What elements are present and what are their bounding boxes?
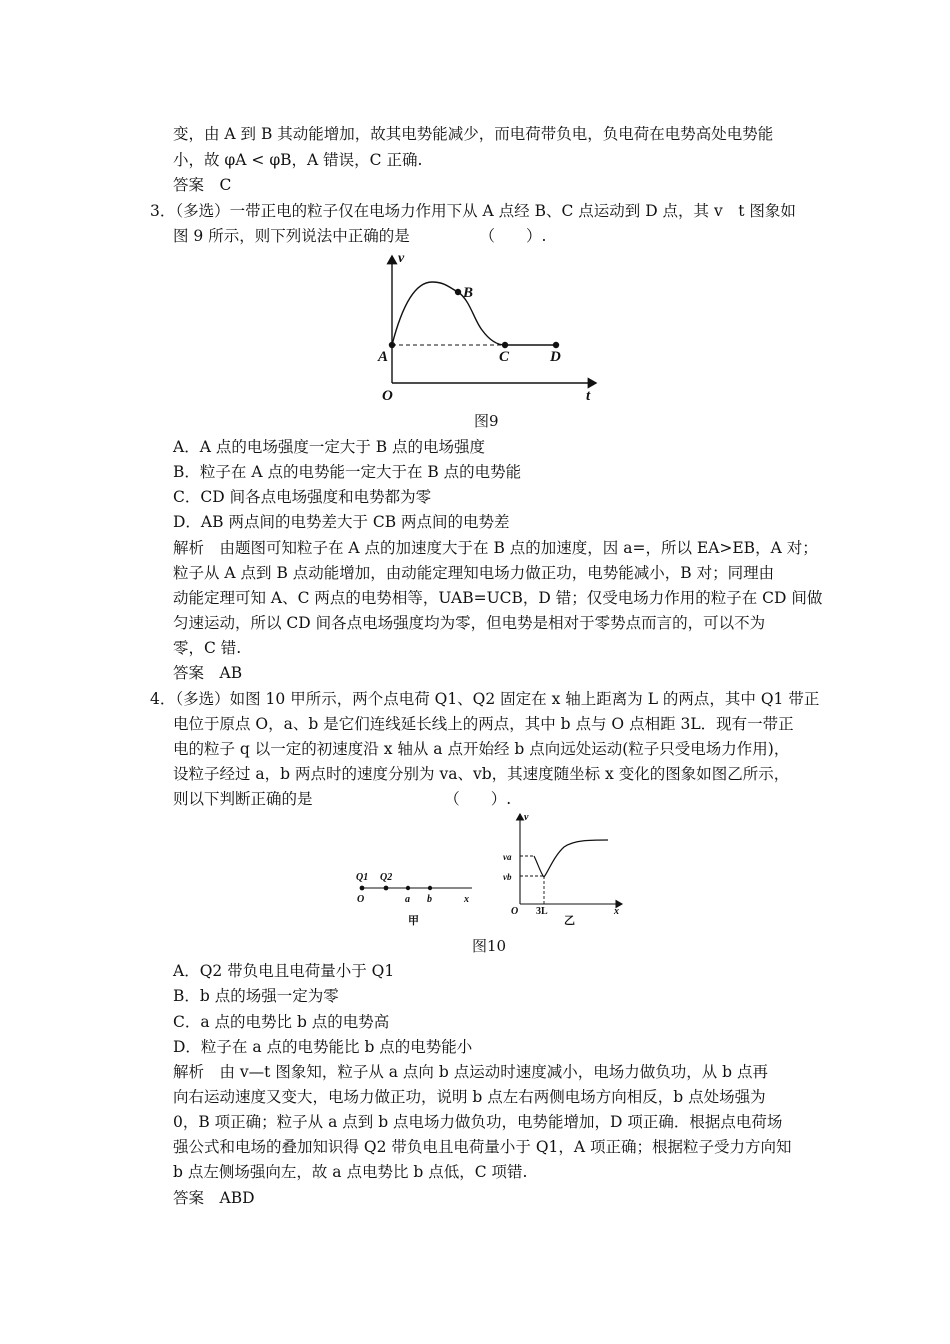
figure-10-left-charges [352, 860, 477, 930]
fig10a-label-q1: Q1 [356, 872, 369, 883]
fig9-point-b [455, 289, 461, 295]
figure-10-caption: 图10 [472, 937, 507, 955]
fig10a-q1-point [360, 886, 365, 891]
q4-analysis-line-1: 解析 由 v—t 图象知，粒子从 a 点向 b 点运动时速度减小，电场力做负功，从 b 点再 [173, 1063, 768, 1081]
fig9-curve [392, 282, 556, 345]
fig10a-b-point [428, 886, 432, 890]
figure-9-caption: 图9 [474, 412, 499, 430]
q3-analysis-line-4: 匀速运动，所以 CD 间各点电场强度均为零，但电势是相对于零势点而言的，可以不为 [173, 614, 766, 632]
fig10b-label-x: x [614, 906, 619, 917]
q4-option-a: A．Q2 带负电且电荷量小于 Q1 [173, 962, 395, 980]
fig10a-label-b: b [427, 894, 432, 905]
fig9-point-d [553, 342, 559, 348]
figure-9-vt-graph [360, 248, 620, 408]
fig9-label-b: B [463, 285, 474, 301]
fig9-label-d: D [550, 349, 561, 365]
fig10b-label-v: v [524, 812, 529, 823]
fig10b-curve [534, 840, 608, 877]
q3-analysis-line-3: 动能定理可知 A、C 两点的电势相等，UAB=UCB，D 错；仅受电场力作用的粒子在 CD 间做 [173, 589, 823, 607]
q4-analysis-line-3: 0，B 项正确；粒子从 a 点到 b 点电场力做负功，电势能增加，D 项正确．根据点电荷场 [173, 1113, 783, 1131]
q4-analysis-line-2: 向右运动速度又变大，电场力做正功，说明 b 点左右两侧电场方向相反，b 点处场强为 [173, 1088, 766, 1106]
q4-option-c: C．a 点的电势比 b 点的电势高 [173, 1013, 390, 1031]
q3-analysis-line-5: 零，C 错. [173, 639, 242, 657]
q4-stem-line-5: 则以下判断正确的是 （ ）. [173, 790, 512, 808]
fig9-point-a [389, 342, 395, 348]
fig10b-label-va: va [503, 852, 512, 862]
figure-10-right-vx-graph [500, 810, 630, 930]
fig10b-label-o: O [511, 906, 519, 917]
fig9-label-v: v [398, 251, 405, 266]
q3-answer: 答案 AB [173, 664, 243, 682]
q4-stem-line-4: 设粒子经过 a，b 两点时的速度分别为 va、vb，其速度随坐标 x 变化的图象如图乙所示， [173, 765, 790, 783]
fig9-label-o: O [382, 388, 393, 404]
intro-line-2: 小，故 φA < φB，A 错误，C 正确. [173, 151, 423, 169]
q4-answer: 答案 ABD [173, 1189, 255, 1207]
intro-line-1: 变，由 A 到 B 其动能增加，故其电势能减少，而电荷带负电，负电荷在电势高处电势能 [173, 125, 774, 143]
q3-stem-line-2: 图 9 所示，则下列说法中正确的是 （ ）. [173, 227, 547, 245]
q4-stem-line-3: 电的粒子 q 以一定的初速度沿 x 轴从 a 点开始经 b 点向远处运动(粒子只受电场力作用)， [173, 740, 790, 758]
q4-analysis-line-4: 强公式和电场的叠加知识得 Q2 带负电且电荷量小于 Q1，A 项正确；根据粒子受力方向知 [173, 1138, 792, 1156]
q3-option-d: D．AB 两点间的电势差大于 CB 两点间的电势差 [173, 513, 510, 531]
fig10a-label-a: a [405, 894, 410, 905]
fig10b-label-vb: vb [503, 872, 512, 882]
fig10a-label-x: x [464, 894, 469, 905]
fig10a-label-q2: Q2 [380, 872, 393, 883]
fig10a-name: 甲 [408, 915, 419, 927]
q3-option-c: C．CD 间各点电场强度和电势都为零 [173, 488, 432, 506]
fig9-label-t: t [586, 388, 591, 404]
q4-analysis-line-5: b 点左侧场强向左，故 a 点电势比 b 点低，C 项错. [173, 1163, 528, 1181]
intro-answer: 答案 C [173, 176, 232, 194]
q3-option-b: B．粒子在 A 点的电势能一定大于在 B 点的电势能 [173, 463, 522, 481]
q4-option-d: D．粒子在 a 点的电势能比 b 点的电势能小 [173, 1038, 473, 1056]
q3-analysis-line-1: 解析 由题图可知粒子在 A 点的加速度大于在 B 点的加速度，因 a=，所以 EA>EB，A 对； [173, 539, 818, 557]
fig9-label-a: A [378, 349, 389, 365]
fig9-label-c: C [499, 349, 510, 365]
fig10a-label-o: O [357, 894, 365, 905]
q3-stem-line-1: 3．（多选）一带正电的粒子仅在电场力作用下从 A 点经 B、C 点运动到 D 点，其 v t 图象如 [150, 202, 796, 220]
fig10a-q2-point [384, 886, 389, 891]
q3-option-a: A．A 点的电场强度一定大于 B 点的电场强度 [173, 438, 486, 456]
q3-analysis-line-2: 粒子从 A 点到 B 点动能增加，由动能定理知电场力做正功，电势能减小，B 对；同理由 [173, 564, 775, 582]
fig9-point-c [502, 342, 508, 348]
q4-stem-line-1: 4．（多选）如图 10 甲所示，两个点电荷 Q1、Q2 固定在 x 轴上距离为 L 的两点，其中 Q1 带正 [150, 690, 820, 708]
fig10b-label-3l: 3L [536, 906, 548, 917]
fig10b-name: 乙 [564, 915, 575, 927]
fig10a-a-point [406, 886, 410, 890]
q4-stem-line-2: 电位于原点 O，a、b 是它们连线延长线上的两点，其中 b 点与 O 点相距 3L．现有一带正 [173, 715, 794, 733]
q4-option-b: B．b 点的场强一定为零 [173, 987, 339, 1005]
